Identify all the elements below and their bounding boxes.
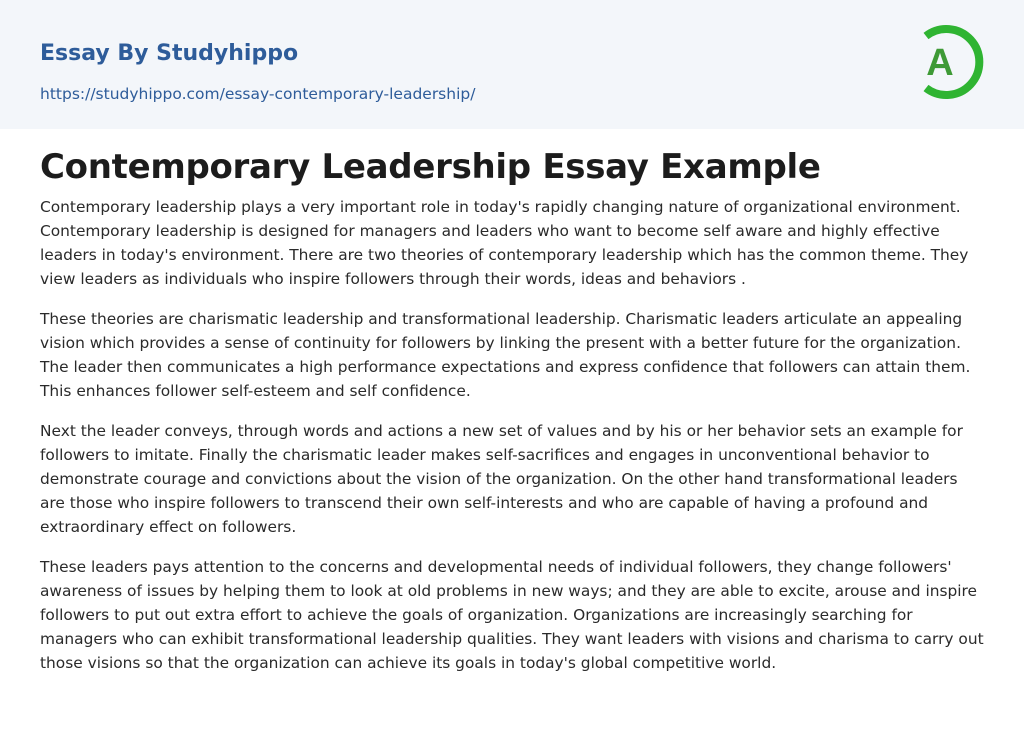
essay-paragraph: These leaders pays attention to the concerns and developmental needs of individual followers, they change followers' awareness of issues by helping them to look at old problems in new ways; and they are able to excite, arouse and inspire followers to put out extra effort to achieve the goals of organization. Organizations are increasingly searching for managers who can exhibit transformational leadership qualities. They want leaders with visions and charisma to carry out those visions so that the organization can achieve its goals in today's global competitive world.	[40, 558, 984, 672]
essay-paragraph: These theories are charismatic leadership and transformational leadership. Charismatic leaders articulate an appealing vision which provides a sense of continuity for followers by linking the present with a better future for the organization. The leader then communicates a high performance expectations and express confidence that followers can attain them. This enhances follower self-esteem and self confidence.	[40, 310, 971, 400]
essay-url-link[interactable]: https://studyhippo.com/essay-contemporary-leadership/	[40, 85, 476, 103]
logo-letter: A	[926, 42, 954, 84]
page-title: Contemporary Leadership Essay Example	[40, 147, 821, 187]
studyhippo-logo-icon[interactable]	[912, 19, 986, 105]
essay-paragraph: Next the leader conveys, through words and actions a new set of values and by his or her behavior sets an example for followers to imitate. Finally the charismatic leader makes self-sacrifices and engages in unconventional behavior to demonstrate courage and convictions about the vision of the organization. On the other hand transformational leaders are those who inspire followers to transcend their own self-interests and who are capable of having a profound and extraordinary effect on followers.	[40, 422, 963, 536]
site-header	[0, 0, 1024, 129]
essay-paragraph: Contemporary leadership plays a very important role in today's rapidly changing nature of organizational environment. Contemporary leadership is designed for managers and leaders who want to become self aware and highly effective leaders in today's environment. There are two theories of contemporary leadership which has the common theme. They view leaders as individuals who inspire followers through their words, ideas and behaviors .	[40, 198, 969, 288]
site-brand: Essay By Studyhippo	[40, 41, 299, 66]
essay-body	[40, 195, 984, 691]
